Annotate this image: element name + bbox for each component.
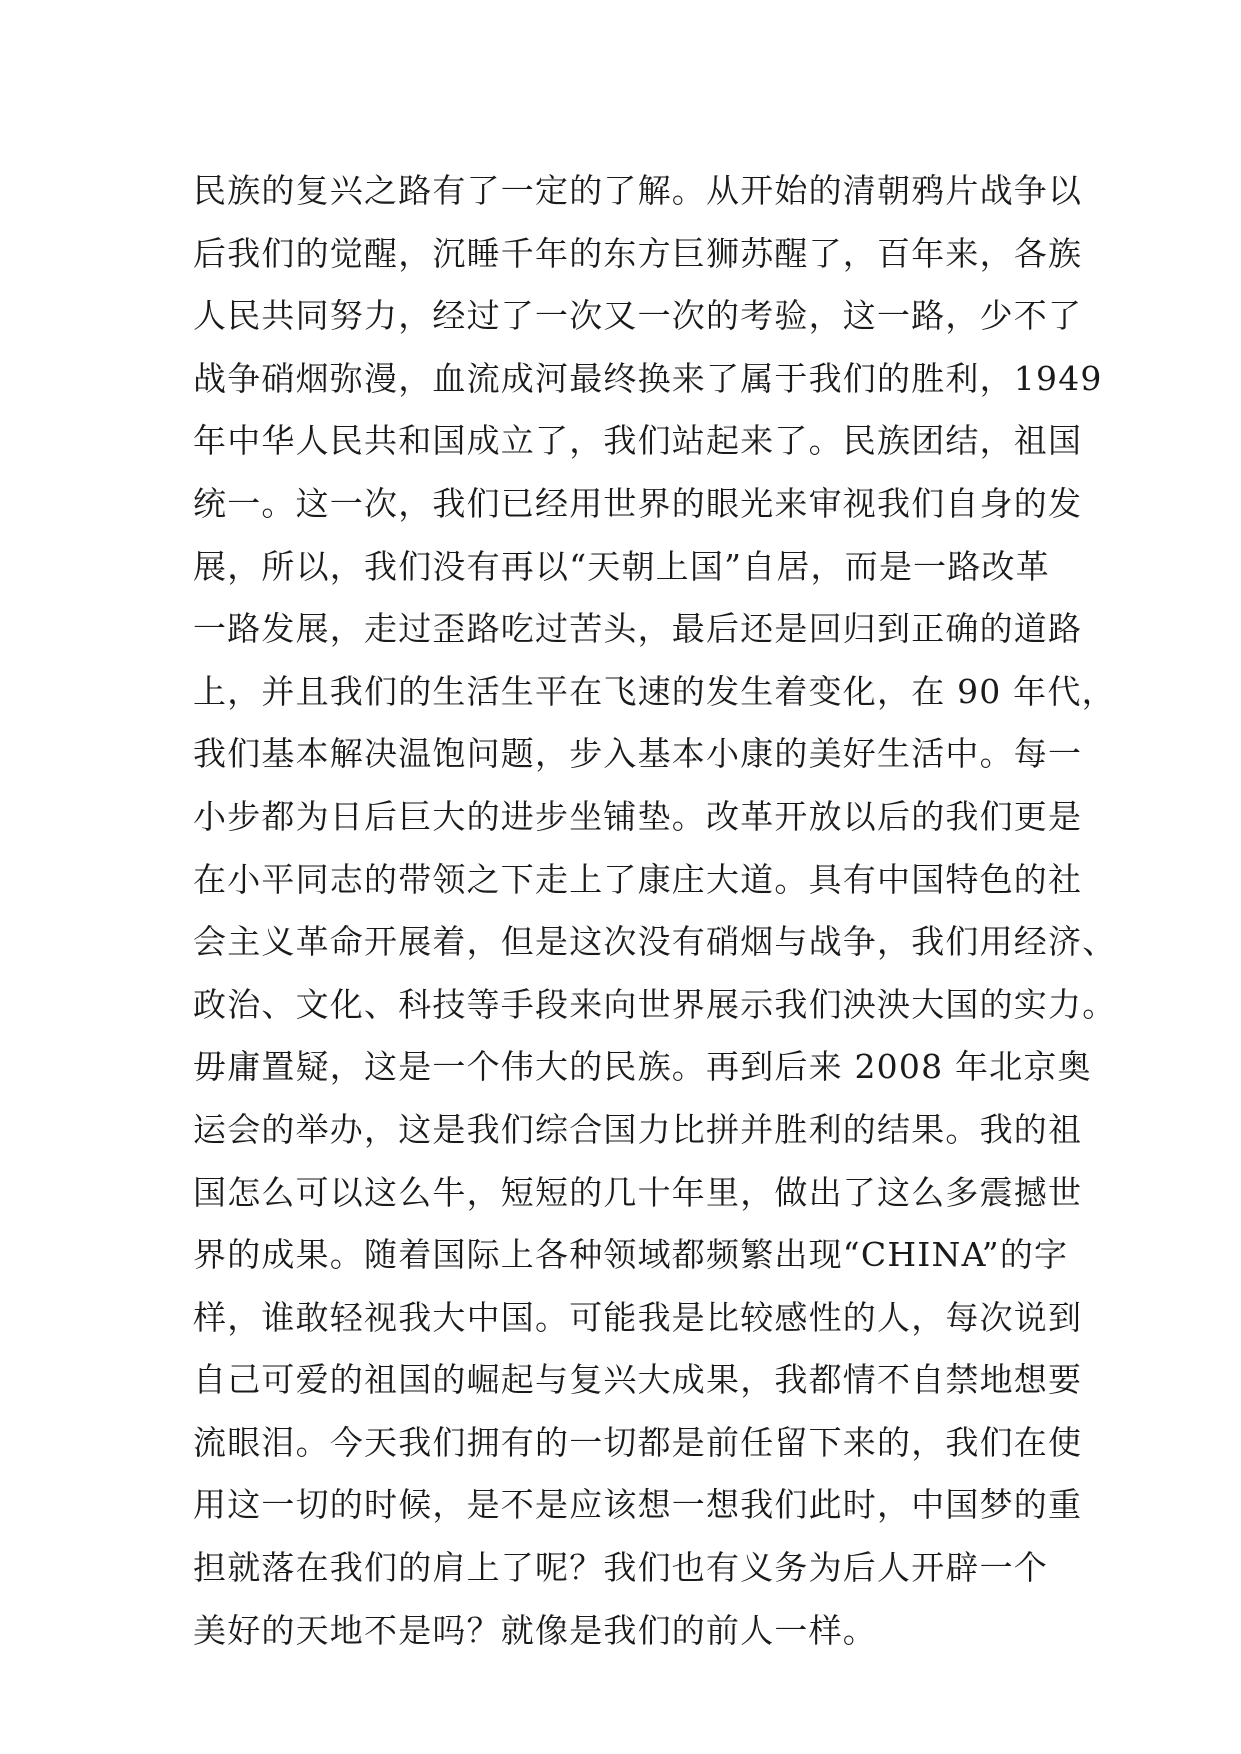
text-line: 年中华人民共和国成立了，我们站起来了。民族团结，祖国 (193, 421, 1083, 461)
text-line: 小步都为日后巨大的进步坐铺垫。改革开放以后的我们更是 (193, 796, 1083, 836)
text-line: 运会的举办，这是我们综合国力比拼并胜利的结果。我的祖 (193, 1109, 1083, 1149)
text-line: 毋庸置疑，这是一个伟大的民族。再到后来 2008 年北京奥 (193, 1047, 1092, 1087)
text-line: 担就落在我们的肩上了呢？我们也有义务为后人开辟一个 (193, 1548, 1048, 1588)
text-line: 界的成果。随着国际上各种领域都频繁出现“CHINA”的字 (193, 1235, 1069, 1275)
body-paragraph (193, 160, 1117, 1662)
text-line: 我们基本解决温饱问题，步入基本小康的美好生活中。每一 (193, 734, 1083, 774)
text-line: 一路发展，走过歪路吃过苦头，最后还是回归到正确的道路 (193, 609, 1083, 649)
text-line: 在小平同志的带领之下走上了康庄大道。具有中国特色的社 (193, 859, 1083, 899)
text-line: 用这一切的时候，是不是应该想一想我们此时，中国梦的重 (193, 1485, 1083, 1525)
text-line: 样，谁敢轻视我大中国。可能我是比较感性的人，每次说到 (193, 1297, 1083, 1337)
text-line: 会主义革命开展着，但是这次没有硝烟与战争，我们用经济、 (193, 922, 1117, 962)
text-line: 上，并且我们的生活生平在飞速的发生着变化，在 90 年代， (193, 671, 1116, 711)
text-line: 统一。这一次，我们已经用世界的眼光来审视我们自身的发 (193, 483, 1083, 523)
text-line: 流眼泪。今天我们拥有的一切都是前任留下来的，我们在使 (193, 1422, 1083, 1462)
text-line: 民族的复兴之路有了一定的了解。从开始的清朝鸦片战争以 (193, 171, 1083, 210)
text-line: 美好的天地不是吗？就像是我们的前人一样。 (193, 1610, 877, 1650)
text-line: 战争硝烟弥漫，血流成河最终换来了属于我们的胜利，1949 (193, 358, 1103, 398)
text-line: 国怎么可以这么牛，短短的几十年里，做出了这么多震撼世 (193, 1172, 1083, 1212)
text-line: 自己可爱的祖国的崛起与复兴大成果，我都情不自禁地想要 (193, 1360, 1083, 1400)
text-line: 展，所以，我们没有再以“天朝上国”自居，而是一路改革 (193, 546, 1050, 586)
text-line: 后我们的觉醒，沉睡千年的东方巨狮苏醒了，百年来，各族 (193, 233, 1083, 273)
text-line: 政治、文化、科技等手段来向世界展示我们泱泱大国的实力。 (193, 984, 1117, 1024)
text-line: 人民共同努力，经过了一次又一次的考验，这一路，少不了 (193, 296, 1083, 336)
